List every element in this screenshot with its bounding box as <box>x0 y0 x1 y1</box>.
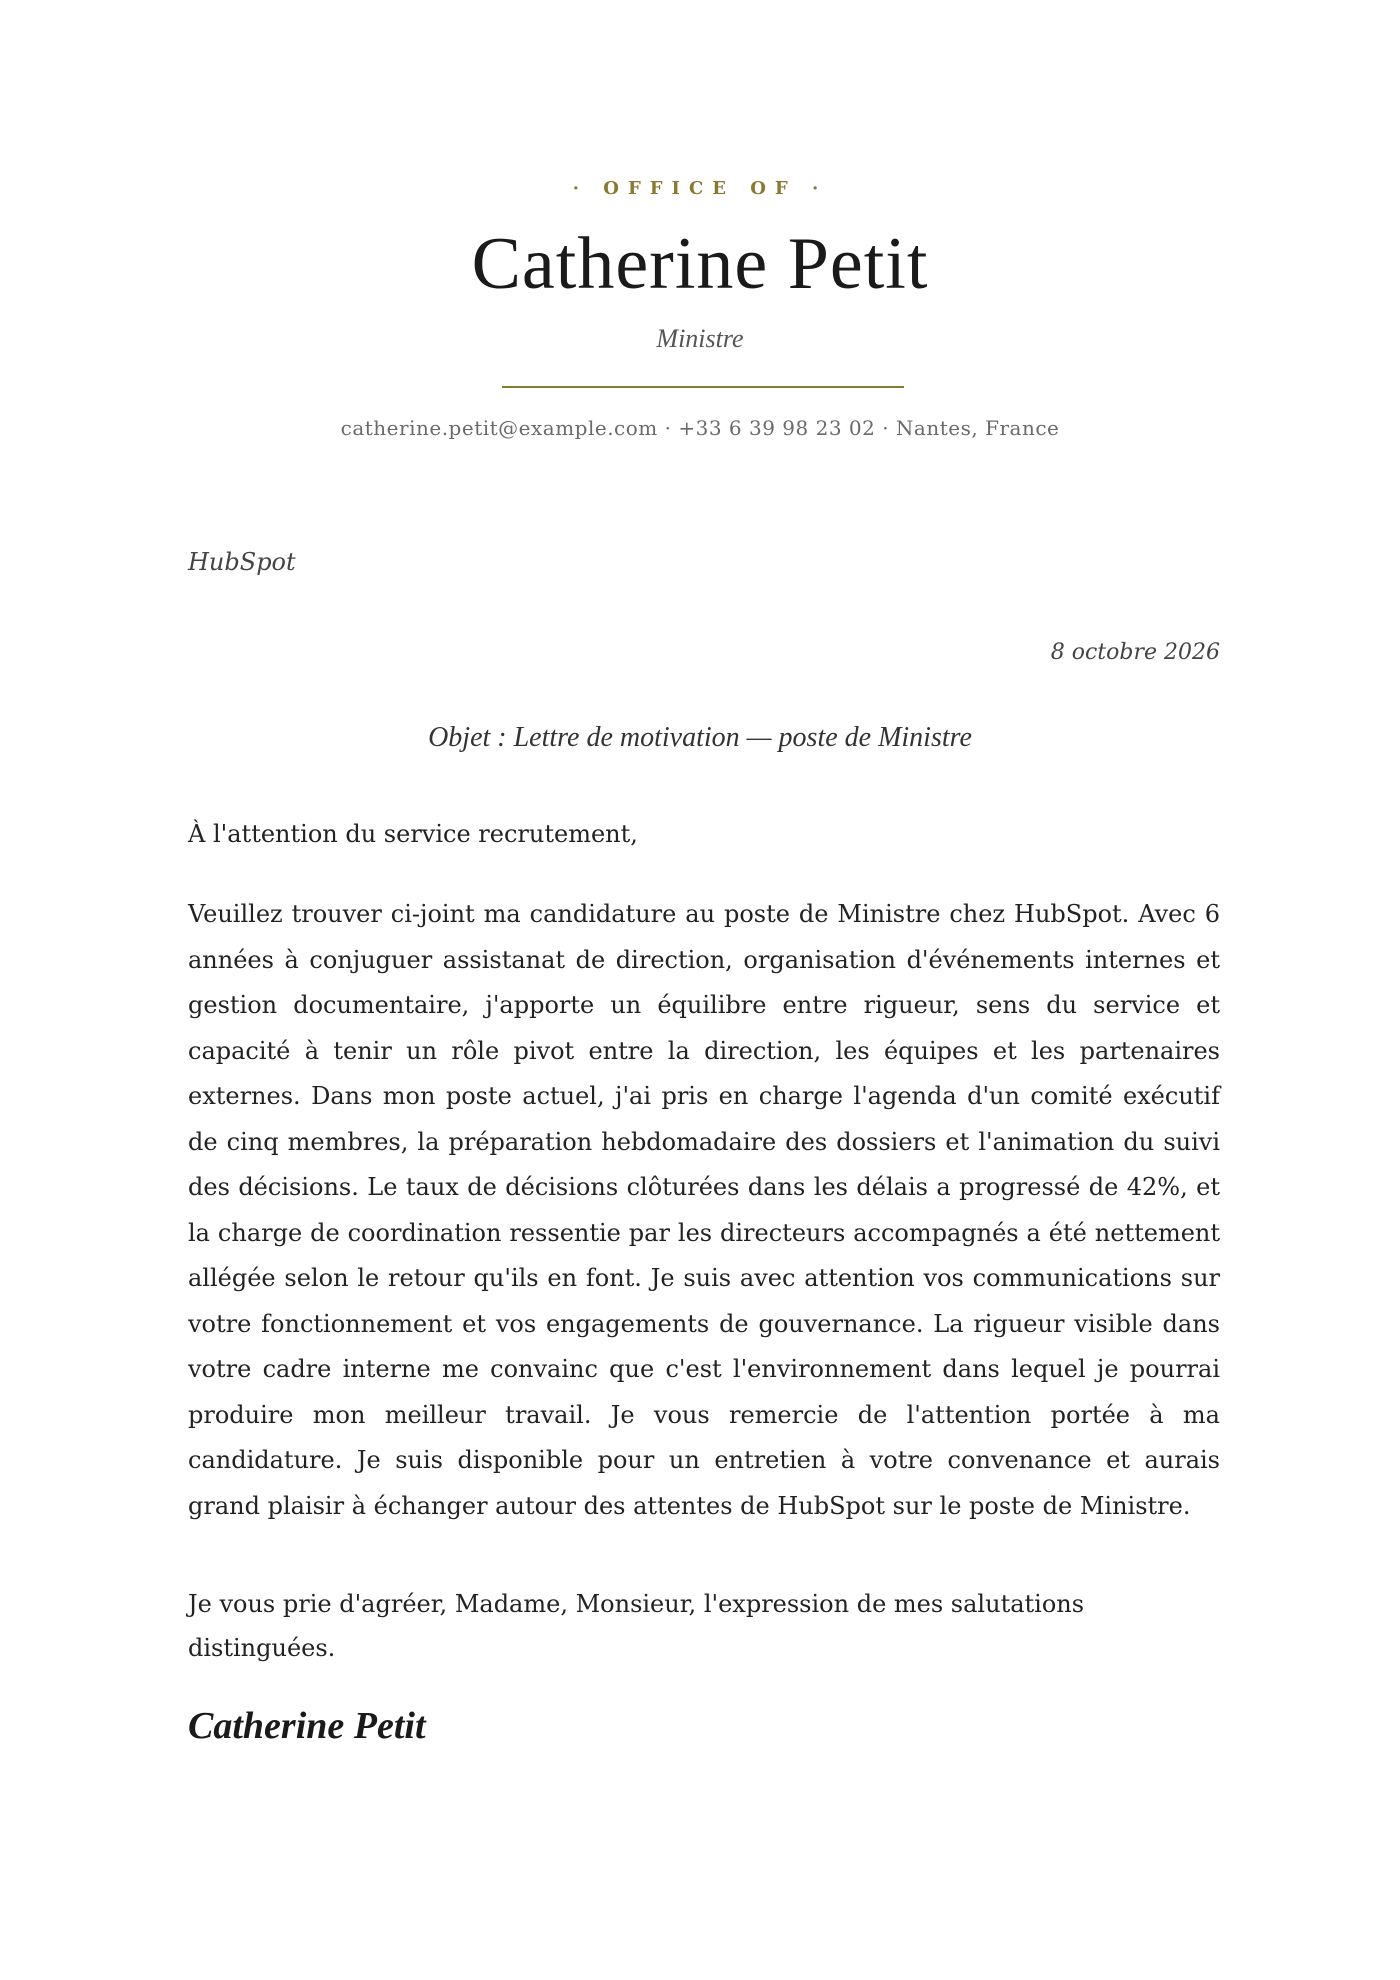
sender-role: Ministre <box>656 324 744 353</box>
recipient-company: HubSpot <box>188 548 296 576</box>
letter-subject: Objet : Lettre de motivation — poste de Ministre <box>428 722 972 753</box>
header-divider <box>502 386 904 388</box>
letter-date: 8 octobre 2026 <box>1050 640 1220 665</box>
letter-salutation: À l'attention du service recrutement, <box>188 820 638 848</box>
sender-name: Catherine Petit <box>471 223 929 305</box>
letter-closing: Je vous prie d'agréer, Madame, Monsieur, l'expression de mes salutations distinguées. <box>188 1590 1085 1662</box>
office-of-label: · OFFICE OF · <box>572 178 828 199</box>
sender-contact: catherine.petit@example.com · +33 6 39 98 23 02 · Nantes, France <box>340 416 1060 440</box>
letter-body: Veuillez trouver ci-joint ma candidature au poste de Ministre chez HubSpot. Avec 6 années à conjuguer assistanat de direction, organisation d'événements internes et gestion documentaire, j'apporte un équilibre entre rigueur, sens du service et capacité à tenir un rôle pivot entre la direction, les équipes et les partenaires externes. Dans mon poste actuel, j'ai pris en charge l'agenda d'un comité exécutif de cinq membres, la préparation hebdomadaire des dossiers et l'animation du suivi des décisions. Le taux de décisions clôturées dans les délais a progressé de 42%, et la charge de coordination ressentie par les directeurs accompagnés a été nettement allégée selon le retour qu'ils en font. Je suis avec attention vos communications sur votre fonctionnement et vos engagements de gouvernance. La rigueur visible dans votre cadre interne me convainc que c'est l'environnement dans lequel je pourrai produire mon meilleur travail. Je vous remercie de l'attention portée à ma candidature. Je suis disponible pour un entretien à votre convenance et aurais grand plaisir à échanger autour des attentes de HubSpot sur le poste de Ministre. <box>188 900 1220 1520</box>
signature: Catherine Petit <box>188 1705 426 1747</box>
